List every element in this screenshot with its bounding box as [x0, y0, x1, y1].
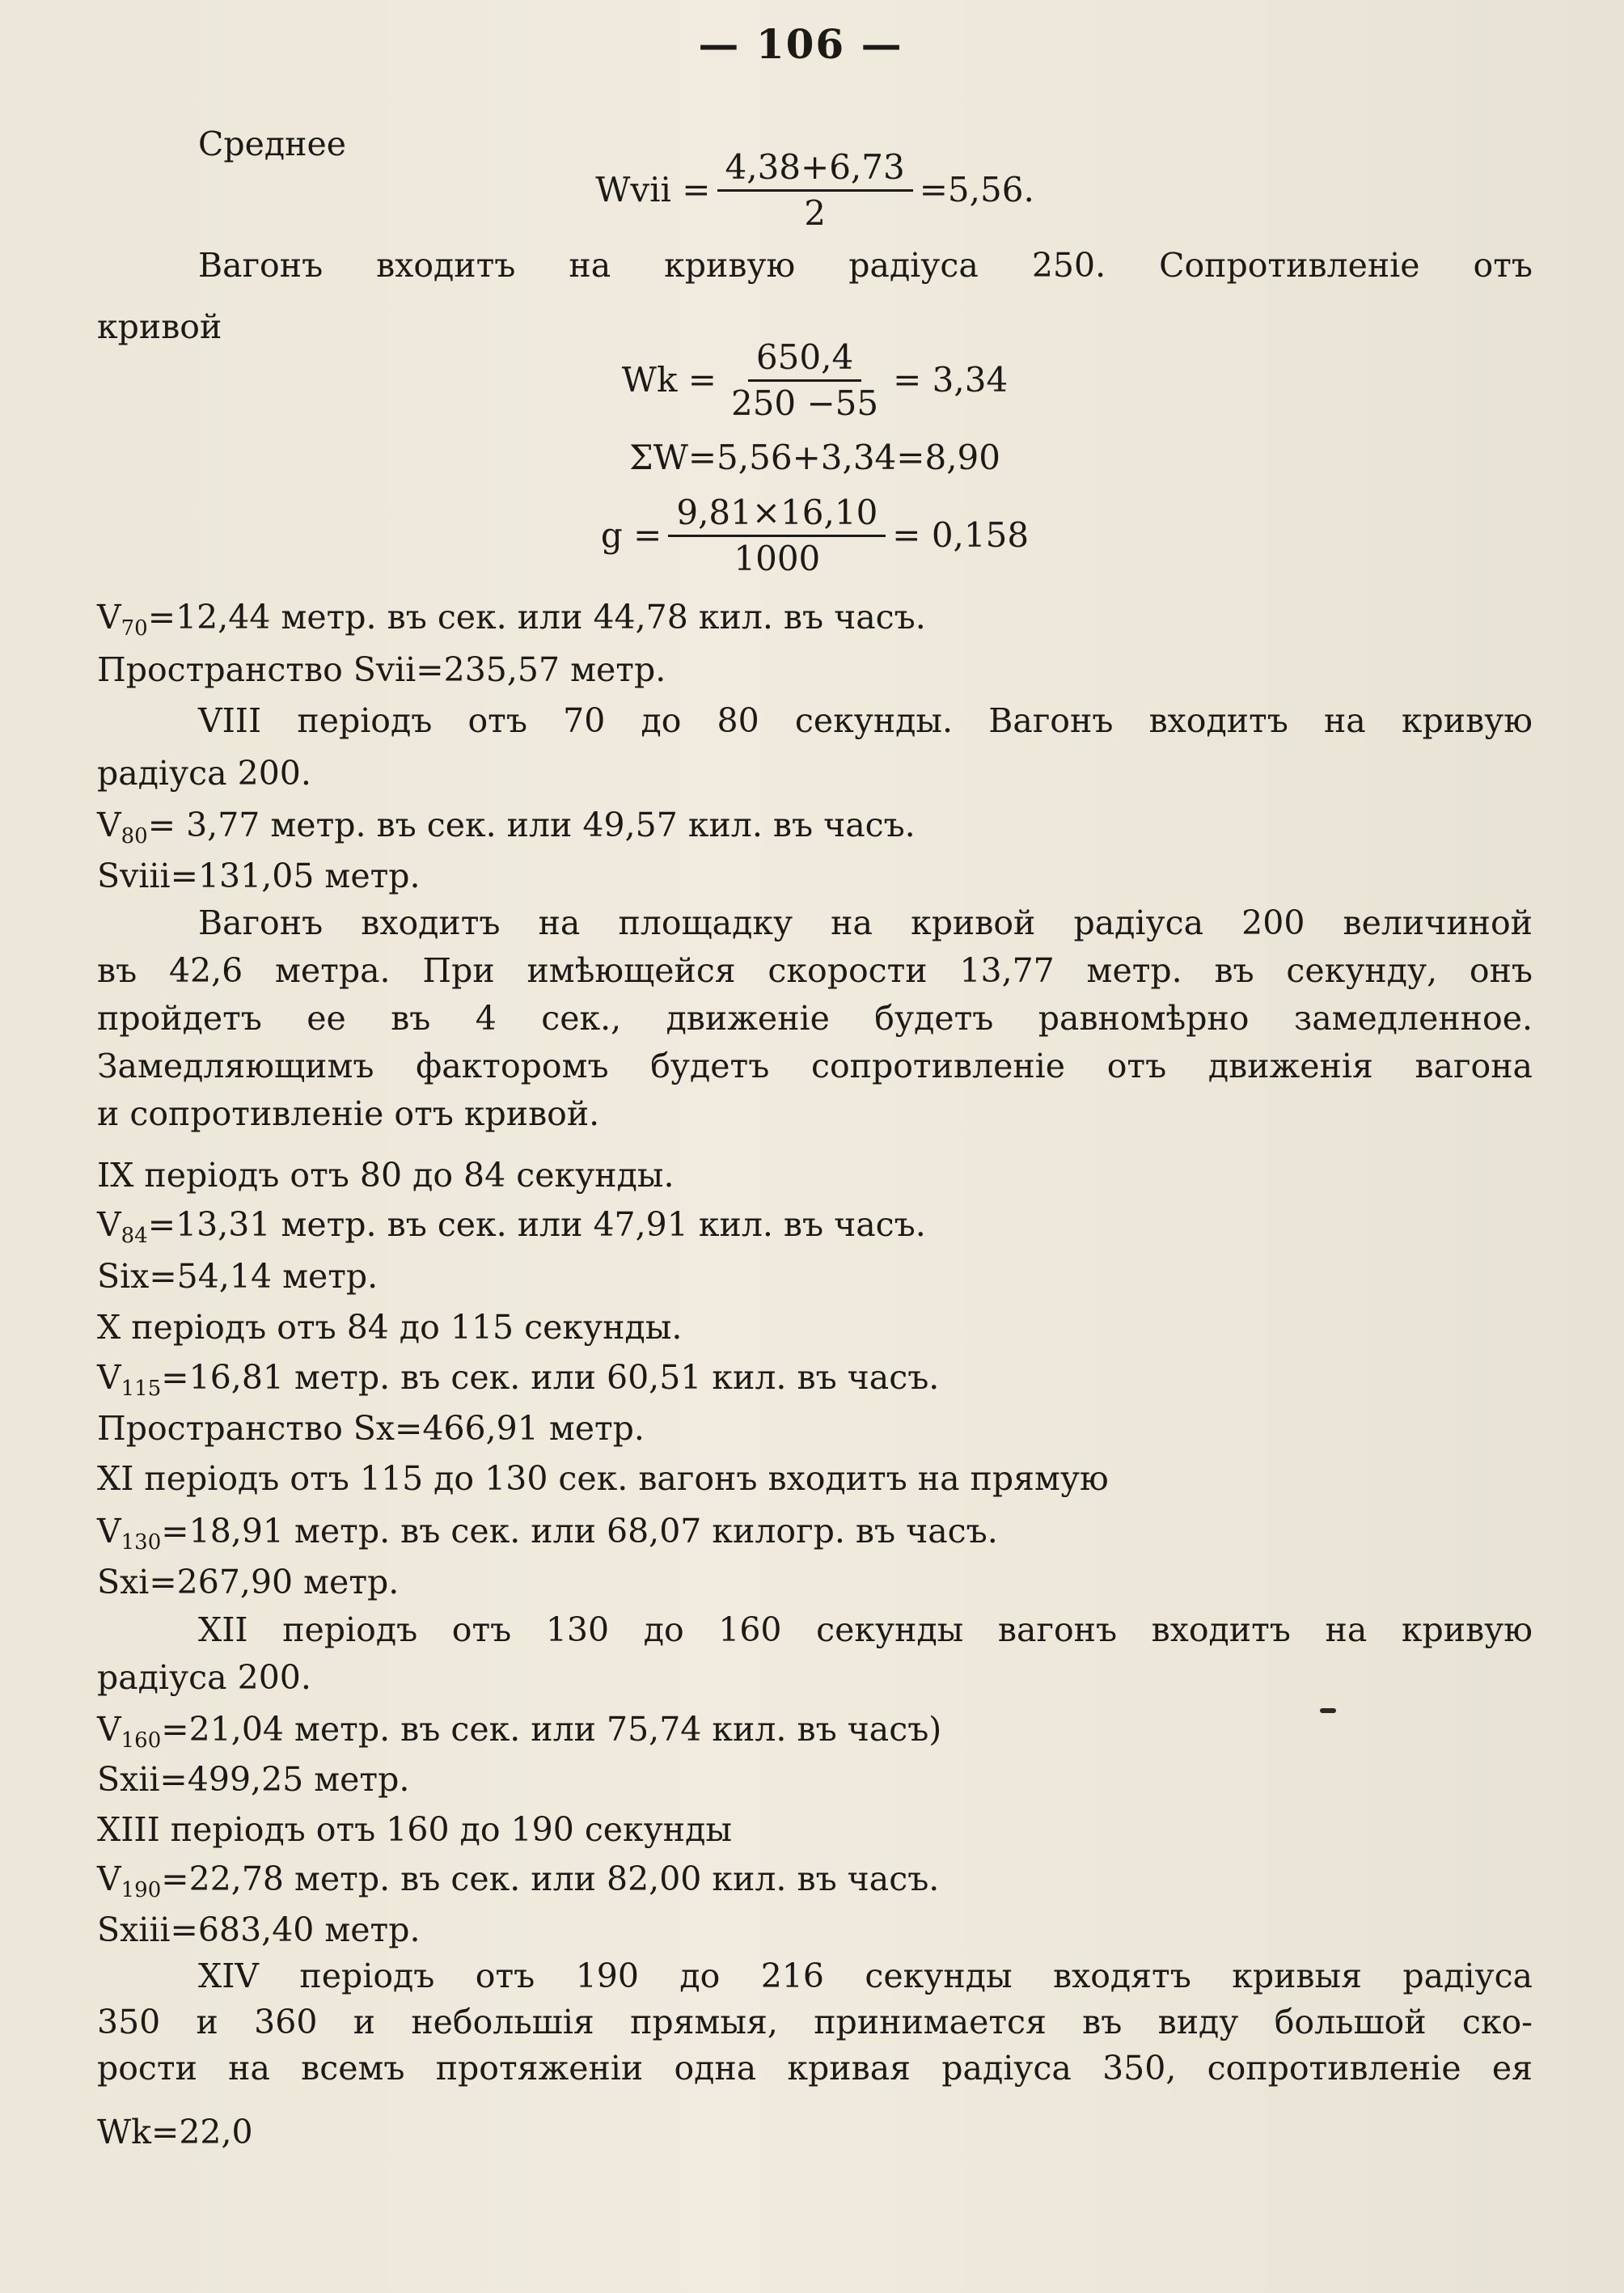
equals-sign: =: [161, 1512, 189, 1551]
fraction-denominator: 2: [804, 192, 826, 233]
velocity-subscript: 80: [121, 824, 148, 848]
fraction-denominator: 1000: [734, 538, 821, 578]
equals-sign: =: [161, 1859, 189, 1898]
velocity-text: 13,31 метр. въ сек. или 47,91 кил. въ часъ.: [176, 1205, 926, 1244]
text-line: Вагонъ входитъ на площадку на кривой радіуса 200 величиной: [198, 903, 1533, 942]
text-line: Замедляющимъ факторомъ будетъ сопротивленіе отъ движенія вагона: [97, 1047, 1533, 1085]
velocity-symbol: V: [97, 598, 121, 637]
formula-rhs: = 3,34: [893, 360, 1009, 400]
velocity-text: 12,44 метр. въ сек. или 44,78 кил. въ часъ.: [176, 598, 926, 637]
formula-sum-w: [97, 417, 1533, 497]
text-line: IX періодъ отъ 80 до 84 секунды.: [97, 1156, 675, 1195]
velocity-symbol: V: [97, 1512, 121, 1551]
formula-lhs: Wk =: [621, 360, 717, 400]
velocity-subscript: 70: [121, 616, 148, 641]
velocity-text: 16,81 метр. въ сек. или 60,51 кил. въ часъ.: [188, 1358, 940, 1397]
velocity-symbol: V: [97, 1859, 121, 1898]
text-line: Sxii=499,25 метр.: [97, 1760, 410, 1799]
velocity-line: [97, 1707, 941, 1763]
velocity-line: [97, 1856, 939, 1913]
text-line: XI періодъ отъ 115 до 130 сек. вагонъ входитъ на прямую: [97, 1459, 1109, 1498]
text-line: XII періодъ отъ 130 до 160 секунды вагонъ входитъ на кривую: [198, 1610, 1533, 1649]
formula-rhs: =5,56.: [919, 170, 1034, 209]
formula-wk: [97, 336, 1533, 423]
velocity-text: 22,78 метр. въ сек. или 82,00 кил. въ часъ.: [188, 1859, 940, 1898]
equals-sign: =: [147, 806, 187, 844]
velocity-text: 18,91 метр. въ сек. или 68,07 килогр. въ часъ.: [188, 1512, 998, 1551]
text-line: Sviii=131,05 метр.: [97, 857, 421, 895]
text-line: Среднее: [198, 125, 346, 163]
velocity-symbol: V: [97, 1205, 121, 1244]
text-line: Пространство Sx=466,91 метр.: [97, 1409, 645, 1448]
text-line: Пространство Svii=235,57 метр.: [97, 650, 666, 689]
velocity-subscript: 84: [121, 1224, 148, 1248]
formula-text: ΣW=5,56+3,34=8,90: [629, 437, 1000, 477]
velocity-line: [97, 1355, 939, 1411]
text-line: Six=54,14 метр.: [97, 1257, 379, 1296]
fraction: [717, 148, 913, 233]
velocity-subscript: 115: [121, 1377, 162, 1401]
velocity-subscript: 130: [121, 1530, 162, 1555]
text-line: рости на всемъ протяженіи одна кривая радіуса 350, сопротивленіе ея: [97, 2049, 1533, 2088]
text-line: X періодъ отъ 84 до 115 секунды.: [97, 1308, 683, 1347]
text-line: радіуса 200.: [97, 754, 311, 793]
text-line: Sxi=267,90 метр.: [97, 1563, 400, 1601]
formula-lhs: Wvii =: [595, 170, 711, 209]
ink-mark: [1320, 1708, 1336, 1713]
text-line: Вагонъ входитъ на кривую радіуса 250. Сопротивленіе отъ: [198, 246, 1533, 285]
formula-rhs: = 0,158: [892, 515, 1030, 555]
velocity-symbol: V: [97, 1358, 121, 1397]
fraction-numerator: 4,38+6,73: [717, 148, 913, 192]
text-line: Wk=22,0: [97, 2113, 253, 2151]
fraction-denominator: 250 −55: [730, 383, 879, 423]
formula-lhs: g =: [600, 515, 662, 555]
text-line: 350 и 360 и небольшія прямыя, принимается въ виду большой ско-: [97, 2003, 1533, 2041]
text-line: XIII періодъ отъ 160 до 190 секунды: [97, 1810, 733, 1849]
velocity-line: [97, 1508, 998, 1565]
velocity-subscript: 160: [121, 1728, 162, 1753]
velocity-symbol: V: [97, 806, 121, 844]
fraction-numerator: 650,4: [748, 338, 861, 382]
text-line: пройдетъ ее въ 4 сек., движеніе будетъ равномѣрно замедленное.: [97, 999, 1533, 1038]
text-line: радіуса 200.: [97, 1658, 311, 1697]
velocity-text: 3,77 метр. въ сек. или 49,57 кил. въ часъ.: [186, 806, 916, 844]
fraction: [723, 338, 886, 423]
equals-sign: =: [147, 598, 176, 637]
equals-sign: =: [161, 1358, 189, 1397]
text-line: кривой: [97, 307, 222, 346]
velocity-line: [97, 802, 916, 859]
formula-wvii: [97, 146, 1533, 233]
text-line: въ 42,6 метра. При имѣющейся скорости 13,77 метр. въ секунду, онъ: [97, 951, 1533, 990]
page-number: — 106 —: [698, 20, 903, 68]
velocity-subscript: 190: [121, 1878, 162, 1902]
text-line: и сопротивленіе отъ кривой.: [97, 1094, 600, 1133]
equals-sign: =: [161, 1710, 189, 1749]
text-line: Sxiii=683,40 метр.: [97, 1910, 421, 1949]
text-line: XIV періодъ отъ 190 до 216 секунды входятъ кривыя радіуса: [198, 1957, 1533, 1995]
velocity-line: [97, 1202, 926, 1259]
fraction: [668, 493, 886, 578]
fraction-numerator: 9,81×16,10: [668, 493, 886, 537]
velocity-line: [97, 594, 926, 651]
velocity-symbol: V: [97, 1710, 121, 1749]
text-line: VIII періодъ отъ 70 до 80 секунды. Вагонъ входитъ на кривую: [198, 701, 1533, 740]
formula-g: [97, 492, 1533, 578]
equals-sign: =: [147, 1205, 176, 1244]
velocity-text: 21,04 метр. въ сек. или 75,74 кил. въ часъ): [188, 1710, 942, 1749]
